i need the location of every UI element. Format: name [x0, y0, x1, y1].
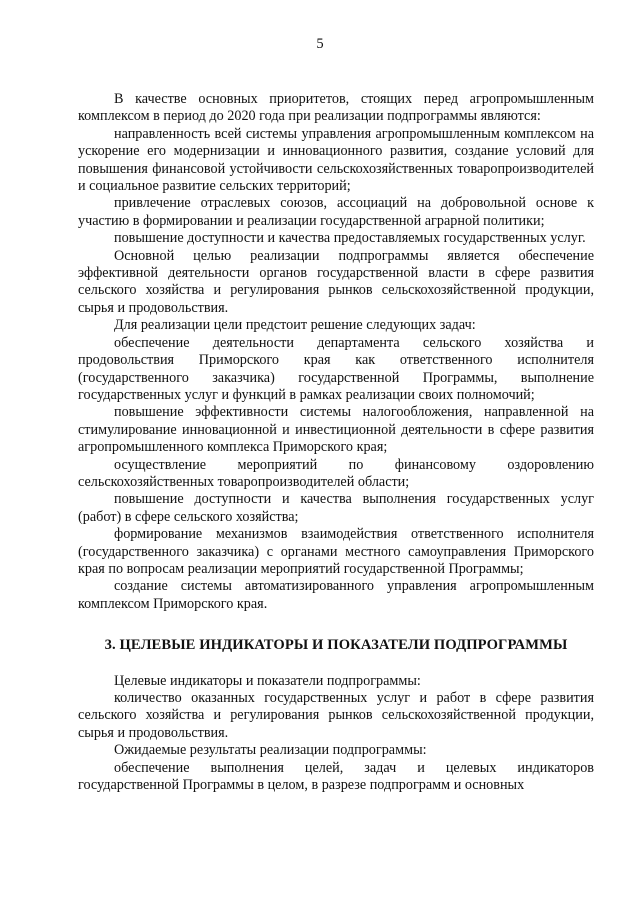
task-item-service-quality: повышение доступности и качества выполнения государственных услуг (работ) в сфере сельского хозяйства;	[78, 491, 594, 525]
page-number: 5	[316, 36, 324, 52]
priority-item-modernization: направленность всей системы управления агропромышленным комплексом на ускорение его модернизации и инновационного развития, создание условий для повышения финансовой устойчивости сельскохозяйственных товаропроизводителей и социальное развитие сельских территорий;	[78, 125, 594, 195]
task-item-department: обеспечение деятельности департамента сельского хозяйства и продовольствия Приморского края как ответственного исполнителя (государственного заказчика) государственной Программы, выполнение государственных услуг и функций в рамках реализации своих полномочий;	[78, 334, 594, 403]
indicator-item-services-count: количество оказанных государственных услуг и работ в сфере развития сельского хозяйства и регулирования рынков сельскохозяйственной продукции, сырья и продовольствия.	[78, 690, 594, 741]
task-item-taxation: повышение эффективности системы налогообложения, направленной на стимулирование инновационной и инвестиционной деятельности в сфере развития агропромышленного комплекса Приморского края;	[78, 404, 594, 456]
expected-result-item: обеспечение выполнения целей, задач и целевых индикаторов государственной Программы в целом, в разрезе подпрограмм и основных	[78, 759, 594, 794]
task-item-automation: создание системы автоматизированного управления агропромышленным комплексом Приморского края.	[78, 578, 594, 612]
expected-results-intro-paragraph: Ожидаемые результаты реализации подпрограммы:	[114, 742, 427, 759]
priority-item-associations: привлечение отраслевых союзов, ассоциаций на добровольной основе к участию в формировании и реализации государственной аграрной политики;	[78, 195, 594, 229]
priorities-intro-paragraph: В качестве основных приоритетов, стоящих перед агропромышленным комплексом в период до 2020 года при реализации подпрограммы являются:	[78, 91, 594, 125]
tasks-intro-paragraph: Для реализации цели предстоит решение следующих задач:	[114, 317, 476, 334]
priority-item-services: повышение доступности и качества предоставляемых государственных услуг.	[114, 230, 586, 247]
task-item-interaction: формирование механизмов взаимодействия ответственного исполнителя (государственного заказчика) с органами местного самоуправления Приморского края по вопросам реализации мероприятий государственной Программы;	[78, 526, 594, 577]
indicators-intro-paragraph: Целевые индикаторы и показатели подпрограммы:	[114, 672, 421, 689]
section-heading: 3. ЦЕЛЕВЫЕ ИНДИКАТОРЫ И ПОКАЗАТЕЛИ ПОДПРОГРАММЫ	[104, 637, 568, 654]
main-goal-paragraph: Основной целью реализации подпрограммы является обеспечение эффективной деятельности органов государственной власти в сфере развития сельского хозяйства и регулирования рынков сельскохозяйственной продукции, сырья и продовольствия.	[78, 247, 594, 316]
page-content	[78, 91, 594, 794]
task-item-financial-recovery: осуществление мероприятий по финансовому оздоровлению сельскохозяйственных товаропроизводителей области;	[78, 456, 594, 490]
